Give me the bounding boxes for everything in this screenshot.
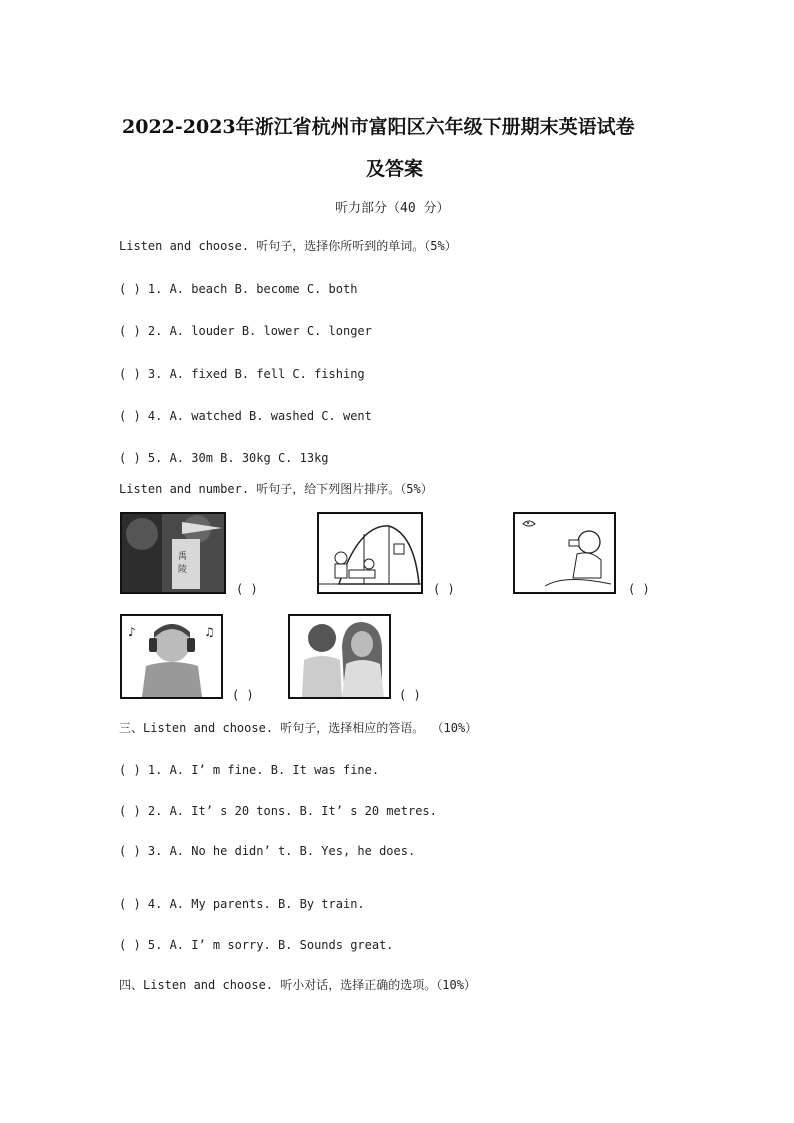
part3-item-2: ( ) 2. A. It’ s 20 tons. B. It’ s 20 metres. (119, 804, 437, 818)
picture1-blank[interactable]: ( ) (236, 582, 258, 596)
doc-title-line2: 及答案 (366, 158, 424, 180)
part1-item-2: ( ) 2. A. louder B. lower C. longer (119, 324, 372, 338)
part1-item-5: ( ) 5. A. 30m B. 30kg C. 13kg (119, 451, 329, 465)
boy-bird-watching-icon (513, 512, 616, 594)
part3-item-3: ( ) 3. A. No he didn’ t. B. Yes, he does. (119, 844, 416, 858)
temple-photo-icon (120, 512, 226, 594)
svg-text:♫: ♫ (204, 625, 215, 639)
listening-subtitle: 听力部分（40 分） (335, 201, 450, 216)
part1-item-4: ( ) 4. A. watched B. washed C. went (119, 409, 372, 423)
picture4-blank[interactable]: ( ) (232, 688, 254, 702)
part1-item-1: ( ) 1. A. beach B. become C. both (119, 282, 358, 296)
picture2-blank[interactable]: ( ) (433, 582, 455, 596)
svg-text:♪: ♪ (128, 625, 136, 639)
part3-heading: 三、Listen and choose. 听句子，选择相应的答语。 （10%） (119, 721, 478, 735)
part2-heading: Listen and number. 听句子，给下列图片排序。（5%） (119, 482, 433, 496)
svg-text:禹: 禹 (178, 552, 188, 562)
boy-and-girl-icon (288, 614, 391, 699)
part1-item-3: ( ) 3. A. fixed B. fell C. fishing (119, 367, 365, 381)
part3-item-4: ( ) 4. A. My parents. B. By train. (119, 897, 365, 911)
tent-camping-icon (317, 512, 423, 594)
part3-item-5: ( ) 5. A. I’ m sorry. B. Sounds great. (119, 938, 394, 952)
part3-item-1: ( ) 1. A. I’ m fine. B. It was fine. (119, 763, 380, 777)
picture3-blank[interactable]: ( ) (628, 582, 650, 596)
part1-heading: Listen and choose. 听句子，选择你所听到的单词。（5%） (119, 239, 457, 253)
svg-text:陵: 陵 (178, 565, 188, 575)
part4-heading: 四、Listen and choose. 听小对话，选择正确的选项。（10%） (119, 978, 476, 992)
doc-title-line1: 2022-2023年浙江省杭州市富阳区六年级下册期末英语试卷 (122, 116, 635, 138)
picture5-blank[interactable]: ( ) (399, 688, 421, 702)
girl-headphones-music-icon (120, 614, 223, 699)
